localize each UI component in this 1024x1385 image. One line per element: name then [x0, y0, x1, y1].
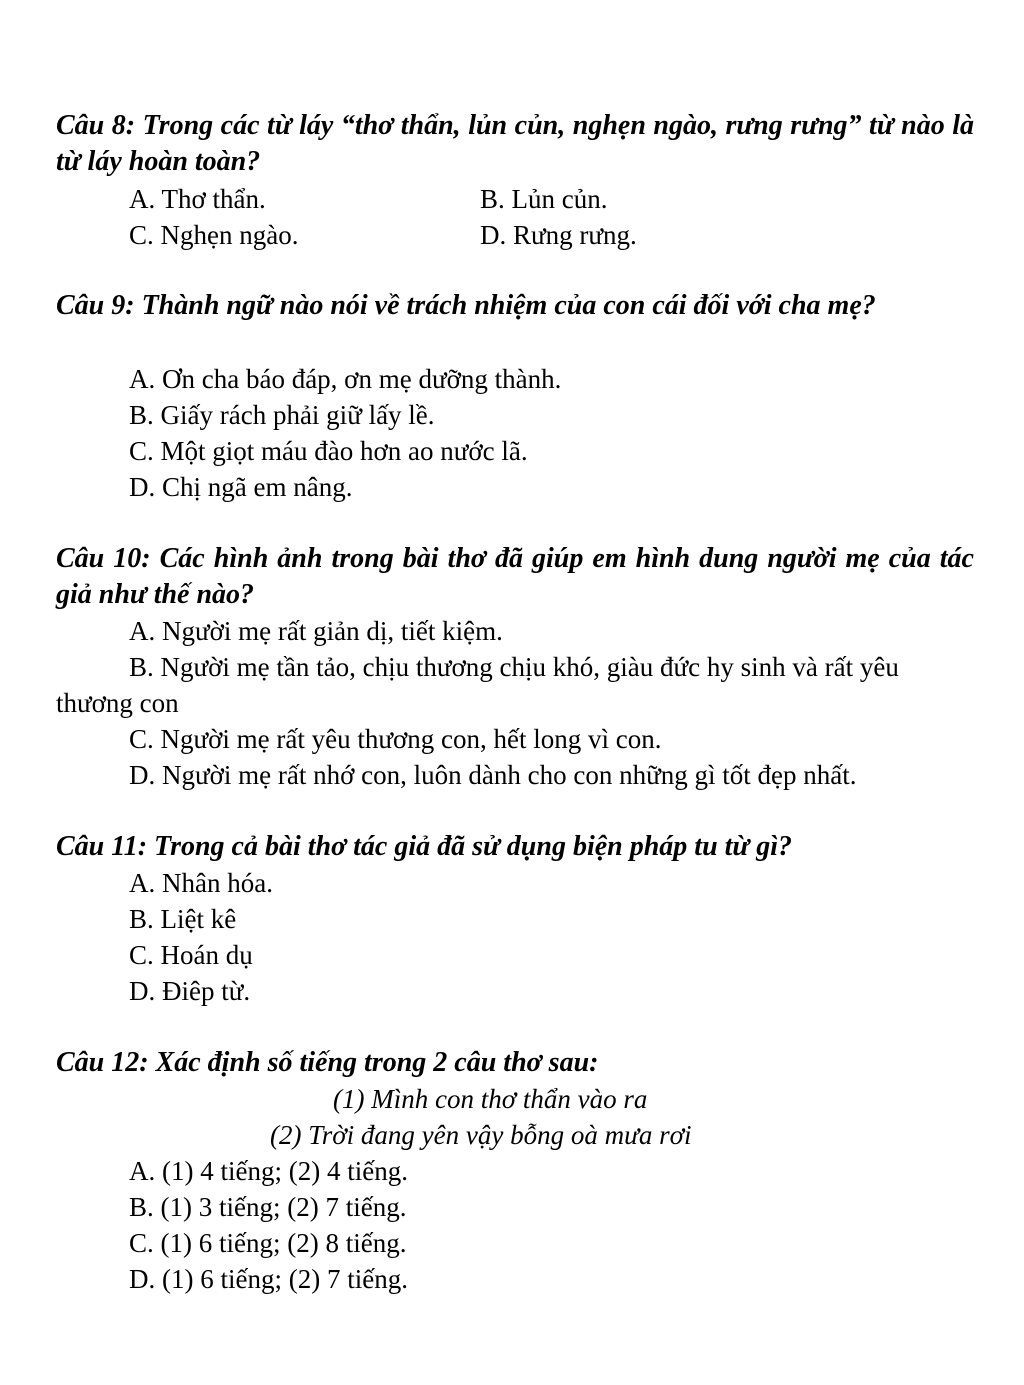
question-8-option-a: A. Thơ thẩn. — [129, 184, 266, 214]
question-10-option-b: B. Người mẹ tần tảo, chịu thương chịu khó, giàu đức hy sinh và rất yêu thương con — [56, 652, 899, 718]
question-11-option-c: C. Hoán dụ — [129, 940, 253, 970]
question-12-option-b: B. (1) 3 tiếng; (2) 7 tiếng. — [129, 1192, 407, 1222]
question-9-option-c: C. Một giọt máu đào hơn ao nước lã. — [129, 436, 528, 466]
question-9-option-b: B. Giấy rách phải giữ lấy lề. — [129, 400, 435, 430]
question-9-option-a: A. Ơn cha báo đáp, ơn mẹ dưỡng thành. — [129, 364, 562, 394]
question-11-title: Câu 11: Trong cả bài thơ tác giả đã sử dụng biện pháp tu từ gì? — [56, 831, 792, 862]
question-8-option-d: D. Rưng rưng. — [480, 220, 637, 250]
question-10-option-c: C. Người mẹ rất yêu thương con, hết long vì con. — [129, 724, 662, 754]
question-11-option-d: D. Điêp từ. — [129, 976, 251, 1006]
question-10-title: Câu 10: Các hình ảnh trong bài thơ đã giúp em hình dung người mẹ của tác giả như thế nào? — [56, 543, 974, 610]
question-12-option-a: A. (1) 4 tiếng; (2) 4 tiếng. — [129, 1156, 408, 1186]
question-9-title: Câu 9: Thành ngữ nào nói về trách nhiệm của con cái đối với cha mẹ? — [56, 290, 876, 321]
question-8-option-c: C. Nghẹn ngào. — [129, 220, 299, 250]
question-12-verse-2: (2) Trời đang yên vậy bỗng oà mưa rơi — [270, 1120, 692, 1150]
question-11-option-a: A. Nhân hóa. — [129, 868, 273, 898]
question-11-option-b: B. Liệt kê — [129, 904, 237, 934]
question-8-option-b: B. Lủn củn. — [480, 184, 608, 214]
question-12-title: Câu 12: Xác định số tiếng trong 2 câu thơ sau: — [56, 1047, 599, 1078]
question-12-option-d: D. (1) 6 tiếng; (2) 7 tiếng. — [129, 1264, 408, 1294]
question-12-option-c: C. (1) 6 tiếng; (2) 8 tiếng. — [129, 1228, 407, 1258]
question-12-verse-1: (1) Mình con thơ thẩn vào ra — [333, 1084, 648, 1114]
question-9-option-d: D. Chị ngã em nâng. — [129, 472, 353, 502]
question-10-option-d: D. Người mẹ rất nhớ con, luôn dành cho con những gì tốt đẹp nhất. — [129, 760, 857, 790]
question-8-title: Câu 8: Trong các từ láy “thơ thẩn, lủn củn, nghẹn ngào, rưng rưng” từ nào là từ láy hoàn toàn? — [56, 110, 974, 177]
question-10-option-a: A. Người mẹ rất giản dị, tiết kiệm. — [129, 616, 503, 646]
